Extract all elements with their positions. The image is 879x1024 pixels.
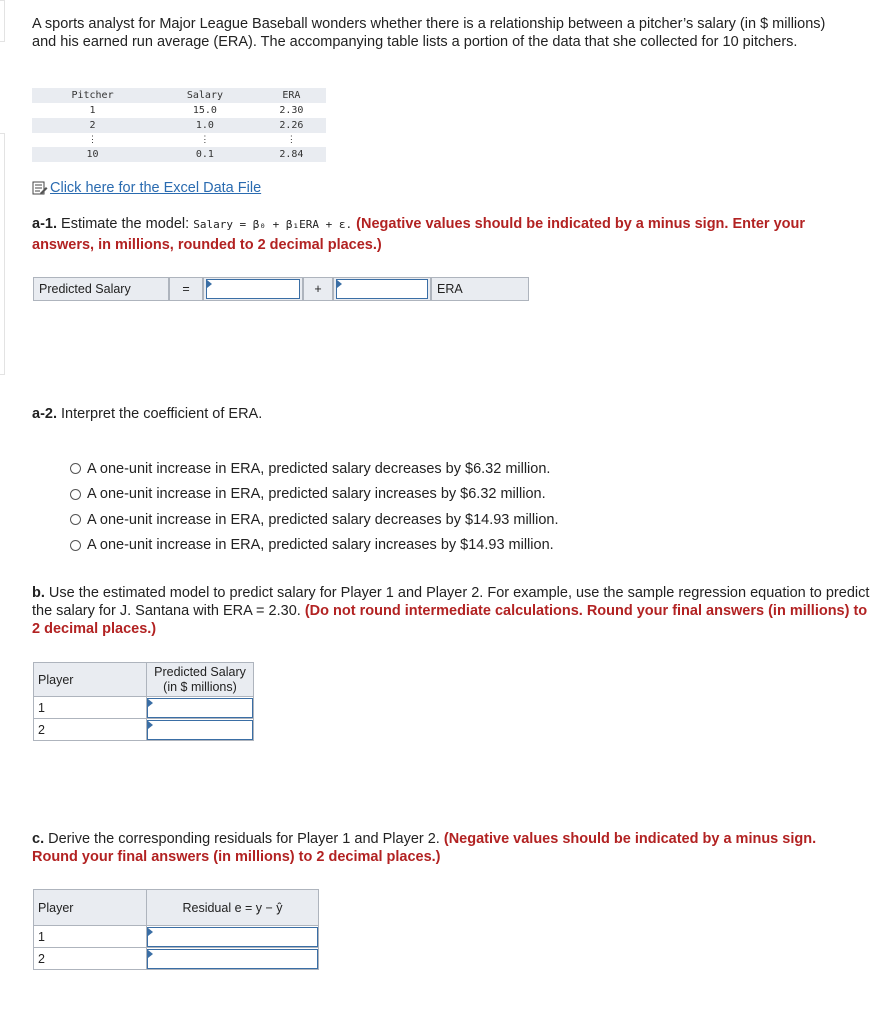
plus-sign: + [303, 277, 333, 301]
question-b: b. Use the estimated model to predict salary for Player 1 and Player 2. For example, use the sample regression equation to predict the salary for J. Santana with ERA = 2.30. (Do not round intermediate calculations. Round your final answers (in millions) to 2 decimal places.) [32, 585, 870, 637]
option-1[interactable]: A one-unit increase in ERA, predicted salary decreases by $6.32 million. [70, 456, 559, 482]
estimated-model-row [33, 277, 529, 301]
radio-button[interactable] [70, 463, 81, 474]
model-equation: Salary = β₀ + β₁ERA + ε. [193, 218, 353, 231]
table-row: 1 [34, 697, 254, 719]
era-label: ERA [431, 277, 529, 301]
predicted-salary-label: Predicted Salary [33, 277, 169, 301]
left-panel-tab [0, 0, 5, 42]
equals-sign: = [169, 277, 203, 301]
residual-player2-input[interactable] [147, 949, 318, 969]
col-player: Player [34, 663, 147, 697]
radio-button[interactable] [70, 489, 81, 500]
excel-data-link[interactable] [32, 180, 261, 196]
radio-button[interactable] [70, 540, 81, 551]
table-row: 2 1.0 2.26 [32, 118, 326, 133]
table-row: 1 15.0 2.30 [89, 105, 304, 116]
predicted-salary-player1-field[interactable] [148, 699, 252, 717]
pitcher-data-table [32, 88, 326, 162]
col-era: ERA [257, 88, 326, 103]
question-c: c. Derive the corresponding residuals for Player 1 and Player 2. (Negative values should be indicated by a minus sign. Round your final answers (in millions) to 2 decimal places.) [32, 831, 817, 865]
predicted-salary-player2-field[interactable] [148, 721, 252, 739]
excel-file-icon [32, 180, 48, 196]
table-row: 2 [34, 719, 254, 741]
radio-button[interactable] [70, 514, 81, 525]
prediction-table [33, 662, 254, 741]
col-player: Player [34, 890, 147, 926]
intro-text: A sports analyst for Major League Baseball wonders whether there is a relationship between a pitcher’s salary (in $ millions) and his earned run average (ERA). The accompanying table lists a portion of the data that she collected for 10 pitchers. [32, 16, 826, 50]
a2-options [70, 456, 559, 558]
residual-player2-field[interactable] [148, 950, 317, 968]
intercept-field[interactable] [207, 280, 299, 298]
residuals-table [33, 889, 319, 970]
col-pitcher: Pitcher [32, 88, 153, 103]
col-predicted-salary: Predicted Salary (in $ millions) [147, 663, 254, 697]
residual-player1-field[interactable] [148, 928, 317, 946]
question-a2: a-2. Interpret the coefficient of ERA. [32, 406, 263, 422]
option-2[interactable]: A one-unit increase in ERA, predicted salary increases by $6.32 million. [70, 482, 559, 508]
predicted-salary-player2-input[interactable] [147, 720, 253, 740]
predicted-salary-player1-input[interactable] [147, 698, 253, 718]
table-row: 2 [34, 948, 319, 970]
intercept-input[interactable] [206, 279, 300, 299]
question-a1: a-1. Estimate the model: Salary = β₀ + β₁ERA + ε. (Negative values should be indicated by a minus sign. Enter your answers, in millions, rounded to 2 decimal places.) [32, 216, 805, 253]
residual-player1-input[interactable] [147, 927, 318, 947]
table-row: ⋮ ⋮ ⋮ [88, 134, 296, 145]
era-coefficient-input[interactable] [336, 279, 428, 299]
col-salary: Salary [153, 88, 257, 103]
era-coefficient-field[interactable] [337, 280, 427, 298]
excel-link-text[interactable]: Click here for the Excel Data File [50, 180, 262, 196]
table-row: 10 0.1 2.84 [32, 147, 326, 162]
option-3[interactable]: A one-unit increase in ERA, predicted salary decreases by $14.93 million. [70, 507, 559, 533]
left-panel-tab [0, 133, 5, 375]
option-4[interactable]: A one-unit increase in ERA, predicted salary increases by $14.93 million. [70, 533, 559, 559]
table-row: 1 [34, 926, 319, 948]
col-residual: Residual e = y − ŷ [147, 890, 319, 926]
